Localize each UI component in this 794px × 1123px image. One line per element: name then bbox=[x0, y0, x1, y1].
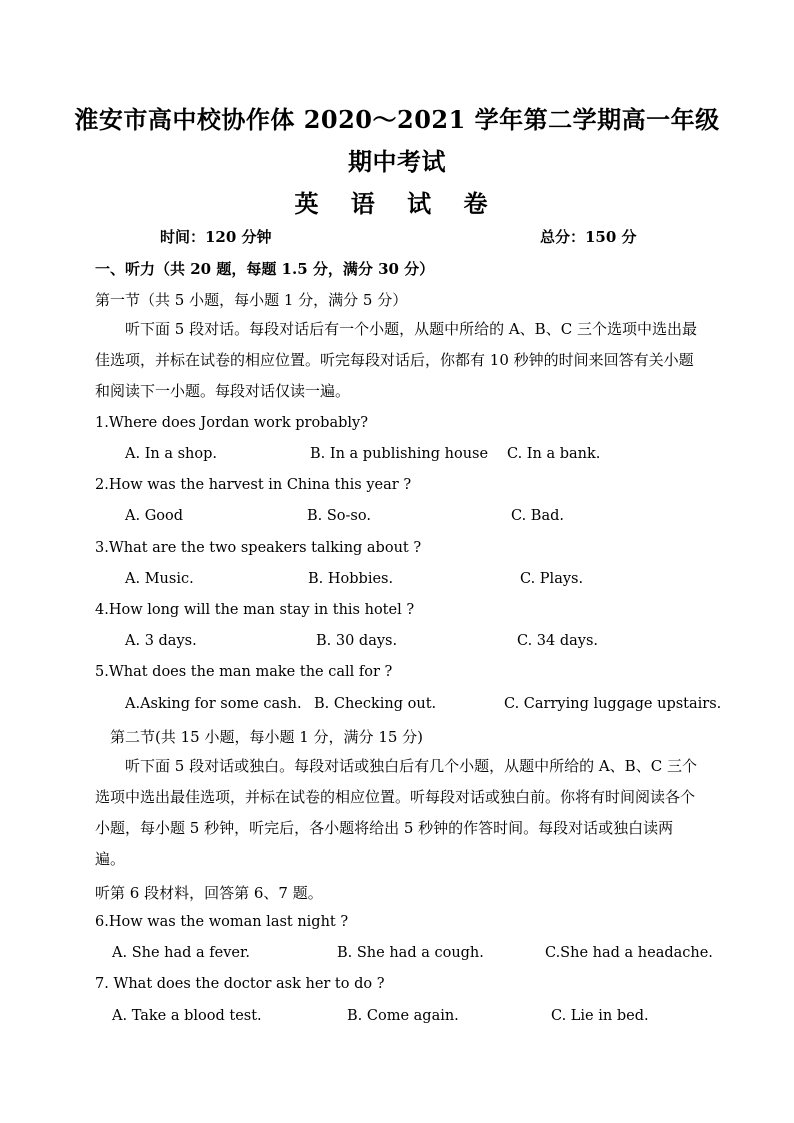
part1-instructions bbox=[95, 314, 701, 407]
q1-option-a: A. In a shop. bbox=[125, 446, 218, 462]
q4-option-b: B. 30 days. bbox=[316, 633, 398, 649]
q5-option-a: A.Asking for some cash. bbox=[125, 696, 302, 712]
q7-option-a: A. Take a blood test. bbox=[112, 1008, 262, 1024]
q3-option-c: C. Plays. bbox=[520, 571, 584, 587]
part2-instructions bbox=[95, 751, 701, 875]
question-6: 6.How was the woman last night ? bbox=[95, 914, 349, 930]
q7-option-b: B. Come again. bbox=[347, 1008, 459, 1024]
q3-option-a: A. Music. bbox=[125, 571, 194, 587]
exam-title-line1: 淮安市高中校协作体 2020～2021 学年第二学期高一年级 bbox=[74, 105, 720, 134]
question-2: 2.How was the harvest in China this year ? bbox=[95, 477, 412, 493]
q6-option-b: B. She had a cough. bbox=[337, 945, 484, 961]
q1-option-c: C. In a bank. bbox=[507, 446, 601, 462]
q4-option-c: C. 34 days. bbox=[517, 633, 599, 649]
q4-option-a: A. 3 days. bbox=[125, 633, 197, 649]
exam-total-score: 总分：150 分 bbox=[540, 228, 637, 246]
part1-instructions-text: 听下面 5 段对话。每段对话后有一个小题，从题中所给的 A、B、C 三个选项中选出最佳选项，并标在试卷的相应位置。听完每段对话后，你都有 10 秒钟的时间来回答有关小题和阅读下一小题。每段对话仅读一遍。 bbox=[95, 320, 697, 400]
question-7: 7. What does the doctor ask her to do ? bbox=[95, 976, 385, 992]
material-6-note: 听第 6 段材料，回答第 6、7 题。 bbox=[95, 884, 323, 902]
q7-option-c: C. Lie in bed. bbox=[551, 1008, 649, 1024]
q3-option-b: B. Hobbies. bbox=[308, 571, 394, 587]
section1-heading: 一、听力（共 20 题，每题 1.5 分，满分 30 分） bbox=[95, 260, 435, 278]
q2-option-a: A. Good bbox=[125, 508, 184, 524]
exam-time: 时间：120 分钟 bbox=[160, 228, 272, 246]
part1-heading: 第一节（共 5 小题，每小题 1 分，满分 5 分） bbox=[95, 291, 408, 309]
subject-title: 英 语 试 卷 bbox=[294, 189, 500, 218]
question-4: 4.How long will the man stay in this hotel ? bbox=[95, 602, 415, 618]
q6-option-c: C.She had a headache. bbox=[545, 945, 713, 961]
q5-option-c: C. Carrying luggage upstairs. bbox=[504, 696, 722, 712]
q1-option-b: B. In a publishing house bbox=[310, 446, 489, 462]
q2-option-c: C. Bad. bbox=[511, 508, 564, 524]
question-1: 1.Where does Jordan work probably? bbox=[95, 415, 368, 431]
question-5: 5.What does the man make the call for ? bbox=[95, 664, 393, 680]
part2-instructions-text: 听下面 5 段对话或独白。每段对话或独白后有几个小题，从题中所给的 A、B、C 三个选项中选出最佳选项，并标在试卷的相应位置。听每段对话或独白前。你将有时间阅读各个小题，每小题 5 秒钟，听完后，各小题将给出 5 秒钟的作答时间。每段对话或独白读两遍。 bbox=[95, 757, 697, 868]
q2-option-b: B. So-so. bbox=[307, 508, 371, 524]
exam-title-line2: 期中考试 bbox=[348, 147, 446, 176]
q6-option-a: A. She had a fever. bbox=[112, 945, 250, 961]
q5-option-b: B. Checking out. bbox=[314, 696, 437, 712]
question-3: 3.What are the two speakers talking about ? bbox=[95, 540, 422, 556]
part2-heading: 第二节(共 15 小题，每小题 1 分，满分 15 分) bbox=[110, 728, 424, 746]
